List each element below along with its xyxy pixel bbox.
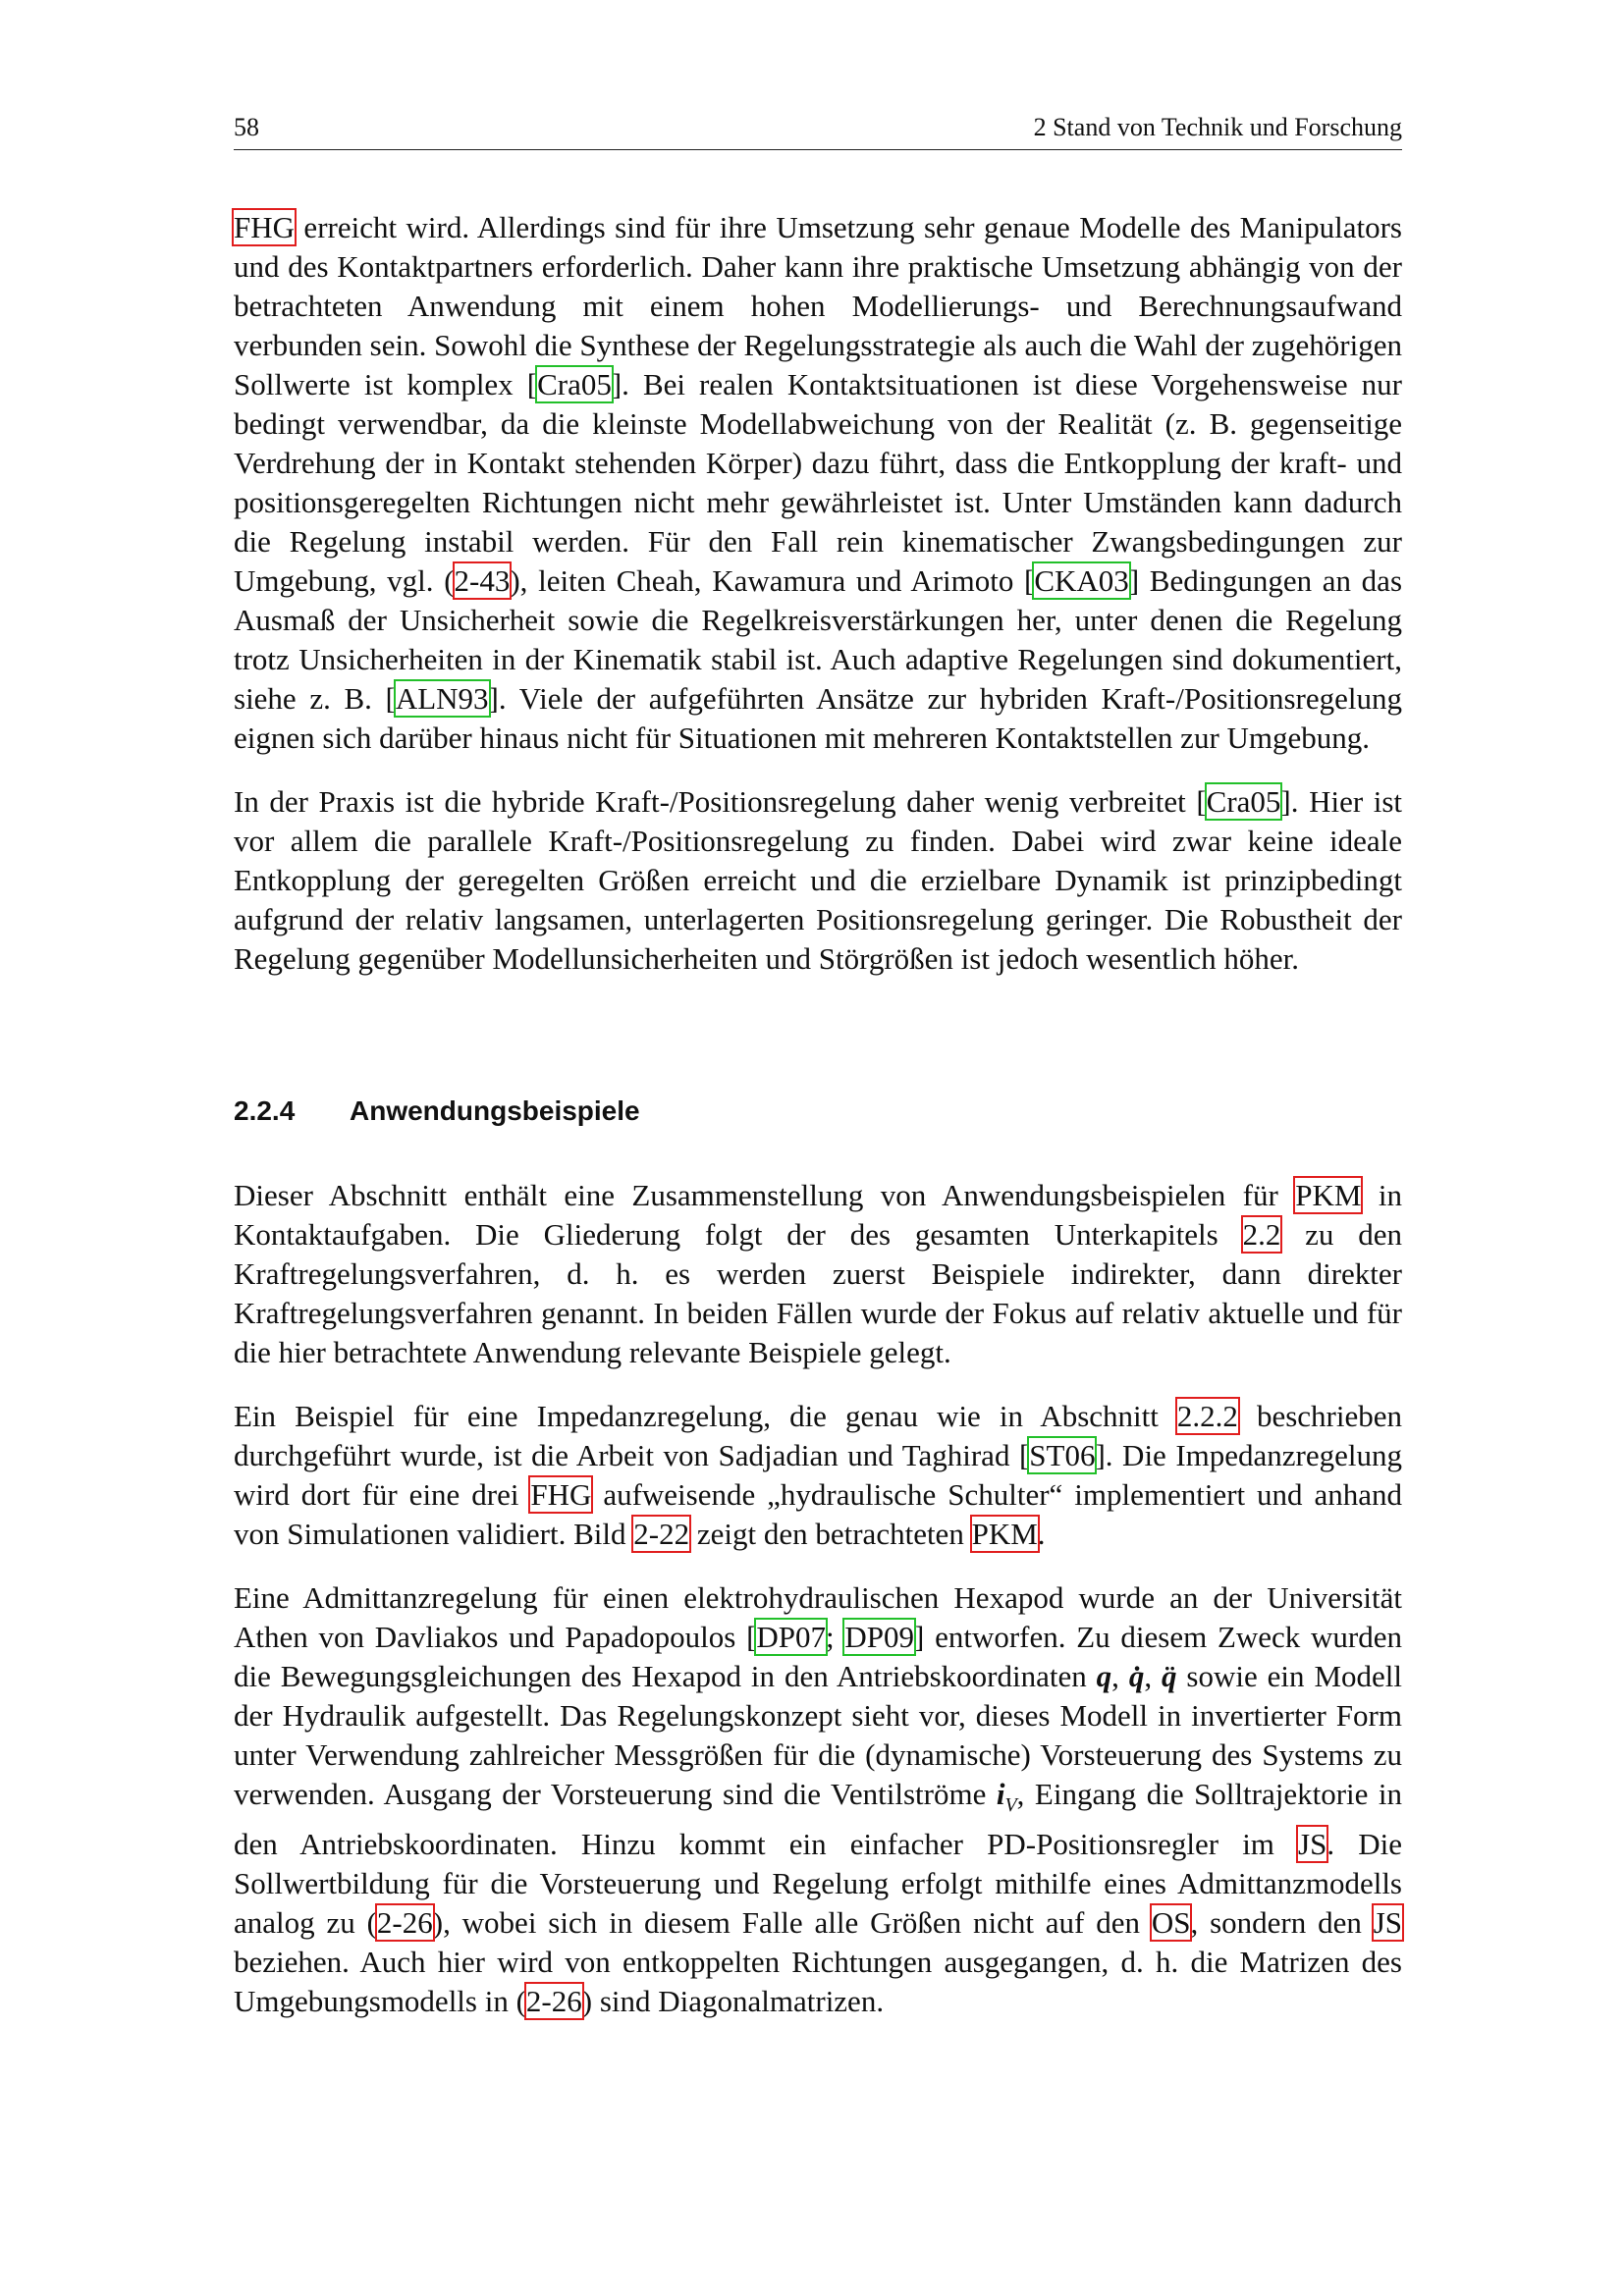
- paragraph-2: [234, 782, 1402, 979]
- citation-link-cka03[interactable]: CKA03: [1034, 563, 1129, 598]
- paragraph-5: [234, 1578, 1402, 2021]
- text-run: ] entworfen. Zu diesem Zweck wurden die Bewegungsgleichungen des Hexapod in den Antriebskoordinaten: [234, 1620, 1402, 1693]
- figure-link-2-22[interactable]: 2-22: [633, 1517, 690, 1551]
- page-number: 58: [234, 113, 259, 141]
- text-run: beziehen. Auch hier wird von entkoppelten Richtungen ausgegangen, d. h. die Matrizen des Umgebungsmodells in (: [234, 1945, 1402, 2019]
- glossary-link-js[interactable]: JS: [1373, 1905, 1403, 1941]
- section-heading: [234, 1094, 1402, 1129]
- text-run: beschrieben durchgeführt wurde, ist die Arbeit von Sadjadian und Taghirad [: [234, 1399, 1402, 1472]
- text-run: in Kontaktaufgaben. Die Gliederung folgt der des gesamten Unterkapitels: [234, 1178, 1402, 1252]
- section-spacer: [234, 1003, 1402, 1094]
- glossary-link-pkm[interactable]: PKM: [971, 1517, 1038, 1551]
- text-run: erreicht wird. Allerdings sind für ihre Umsetzung sehr genaue Modelle des Manipulators und des Kontaktpartners erforderlich. Daher kann ihre praktische Umsetzung abhängig von der betrachteten Anwendung mit einem hohen Modellierungs- und Berechnungsaufwand verbunden sein. Sowohl die Synthese der Regelungsstrategie als auch die Wahl der zugehörigen Sollwerte ist komplex [: [234, 210, 1402, 401]
- math-i: i: [996, 1777, 1005, 1811]
- text-run: ), leiten Cheah, Kawamura und Arimoto [: [510, 563, 1035, 598]
- glossary-link-fhg[interactable]: FHG: [530, 1477, 592, 1512]
- paragraph-1: [234, 208, 1402, 758]
- equation-link-2-26[interactable]: 2-26: [376, 1905, 433, 1941]
- text-run: zeigt den betrachteten: [689, 1517, 972, 1551]
- text-run: ,: [1111, 1659, 1129, 1693]
- text-run: In der Praxis ist die hybride Kraft-/Positionsregelung daher wenig verbreitet [: [234, 784, 1207, 819]
- section-link-2-2[interactable]: 2.2: [1242, 1217, 1281, 1252]
- text-run: , sondern den: [1190, 1905, 1374, 1941]
- text-run: Dieser Abschnitt enthält eine Zusammenstellung von Anwendungsbeispielen für: [234, 1178, 1296, 1212]
- citation-link-aln93[interactable]: ALN93: [395, 681, 489, 716]
- section-title: Anwendungsbeispiele: [350, 1095, 640, 1126]
- paragraph-3: [234, 1176, 1402, 1372]
- citation-link-st06[interactable]: ST06: [1029, 1438, 1096, 1472]
- text-run: ,: [1144, 1659, 1162, 1693]
- equation-link-2-26[interactable]: 2-26: [525, 1984, 582, 2019]
- glossary-link-js[interactable]: JS: [1298, 1827, 1327, 1862]
- text-run: .: [1037, 1517, 1046, 1551]
- math-q-dot: q̇: [1128, 1659, 1145, 1693]
- text-run: aufweisende „hydraulische Schulter“ implementiert und anhand von Simulationen validiert. Bild: [234, 1477, 1402, 1551]
- text-run: ]. Viele der aufgeführten Ansätze zur hybriden Kraft-/Positionsregelung eignen sich darüber hinaus nicht für Situationen mit mehreren Kontaktstellen zur Umgebung.: [234, 681, 1402, 755]
- text-run: ]. Bei realen Kontaktsituationen ist diese Vorgehensweise nur bedingt verwendbar, da die kleinste Modellabweichung von der Realität (z. B. gegenseitige Verdrehung der in Kontakt stehenden Körper) dazu führt, dass die Entkopplung der kraft- und positionsgeregelten Richtungen nicht mehr gewährleistet ist. Unter Umständen kann dadurch die Regelung instabil werden. Für den Fall rein kinematischer Zwangsbedingungen zur Umgebung, vgl. (: [234, 367, 1402, 598]
- section-number: 2.2.4: [234, 1095, 296, 1126]
- text-run: ]. Die Impedanzregelung wird dort für eine drei: [234, 1438, 1402, 1512]
- math-q-ddot: q̈: [1162, 1659, 1177, 1693]
- text-run: Eine Admittanzregelung für einen elektrohydraulischen Hexapod wurde an der Universität Athen von Davliakos und Papadopoulos [: [234, 1580, 1402, 1654]
- citation-link-cra05[interactable]: Cra05: [537, 367, 612, 401]
- running-title: 2 Stand von Technik und Forschung: [1033, 113, 1402, 141]
- section-link-2-2-2[interactable]: 2.2.2: [1176, 1399, 1238, 1433]
- text-run: zu den Kraftregelungsverfahren, d. h. es werden zuerst Beispiele indirekter, dann direkter Kraftregelungsverfahren genannt. In beiden Fällen wurde der Fokus auf relativ aktuelle und für die hier betrachtete Anwendung relevante Beispiele gelegt.: [234, 1217, 1402, 1369]
- text-run: , Eingang die Solltrajektorie in den Antriebskoordinaten. Hinzu kommt ein einfacher PD-Positionsregler im: [234, 1777, 1403, 1862]
- math-i-subscript: V: [1004, 1794, 1017, 1817]
- text-run: ) sind Diagonalmatrizen.: [581, 1984, 885, 2019]
- glossary-link-os[interactable]: OS: [1151, 1905, 1191, 1941]
- text-run: ), wobei sich in diesem Falle alle Größen nicht auf den: [432, 1905, 1152, 1941]
- citation-link-cra05[interactable]: Cra05: [1206, 784, 1281, 819]
- glossary-link-fhg[interactable]: FHG: [234, 210, 296, 244]
- text-run: Ein Beispiel für eine Impedanzregelung, die genau wie in Abschnitt: [234, 1399, 1177, 1433]
- page-body: [234, 208, 1402, 2046]
- text-run: . Die Sollwertbildung für die Vorsteuerung und Regelung erfolgt mithilfe eines Admittanzmodells analog zu (: [234, 1827, 1402, 1941]
- citation-link-dp09[interactable]: DP09: [844, 1620, 915, 1654]
- text-run: ;: [826, 1620, 845, 1654]
- page-header: [234, 110, 1402, 150]
- text-run: ] Bedingungen an das Ausmaß der Unsicherheit sowie die Regelkreisverstärkungen her, unter denen die Regelung trotz Unsicherheiten in der Kinematik stabil ist. Auch adaptive Regelungen sind dokumentiert, siehe z. B. [: [234, 563, 1403, 716]
- text-run: ]. Hier ist vor allem die parallele Kraft-/Positionsregelung zu finden. Dabei wird zwar keine ideale Entkopplung der geregelten Größen erreicht und die erzielbare Dynamik ist prinzipbedingt aufgrund der relativ langsamen, unterlagerten Positionsregelung geringer. Die Robustheit der Regelung gegenüber Modellunsicherheiten und Störgrößen ist jedoch wesentlich höher.: [234, 784, 1403, 976]
- paragraph-4: [234, 1397, 1402, 1554]
- text-run: sowie ein Modell der Hydraulik aufgestellt. Das Regelungskonzept sieht vor, dieses Modell in invertierter Form unter Verwendung zahlreicher Messgrößen für die (dynamische) Vorsteuerung des Systems zu verwenden. Ausgang der Vorsteuerung sind die Ventilströme: [234, 1659, 1402, 1811]
- equation-link-2-43[interactable]: 2-43: [454, 563, 511, 598]
- glossary-link-pkm[interactable]: PKM: [1295, 1178, 1362, 1212]
- math-q: q: [1096, 1659, 1112, 1693]
- citation-link-dp07[interactable]: DP07: [756, 1620, 827, 1654]
